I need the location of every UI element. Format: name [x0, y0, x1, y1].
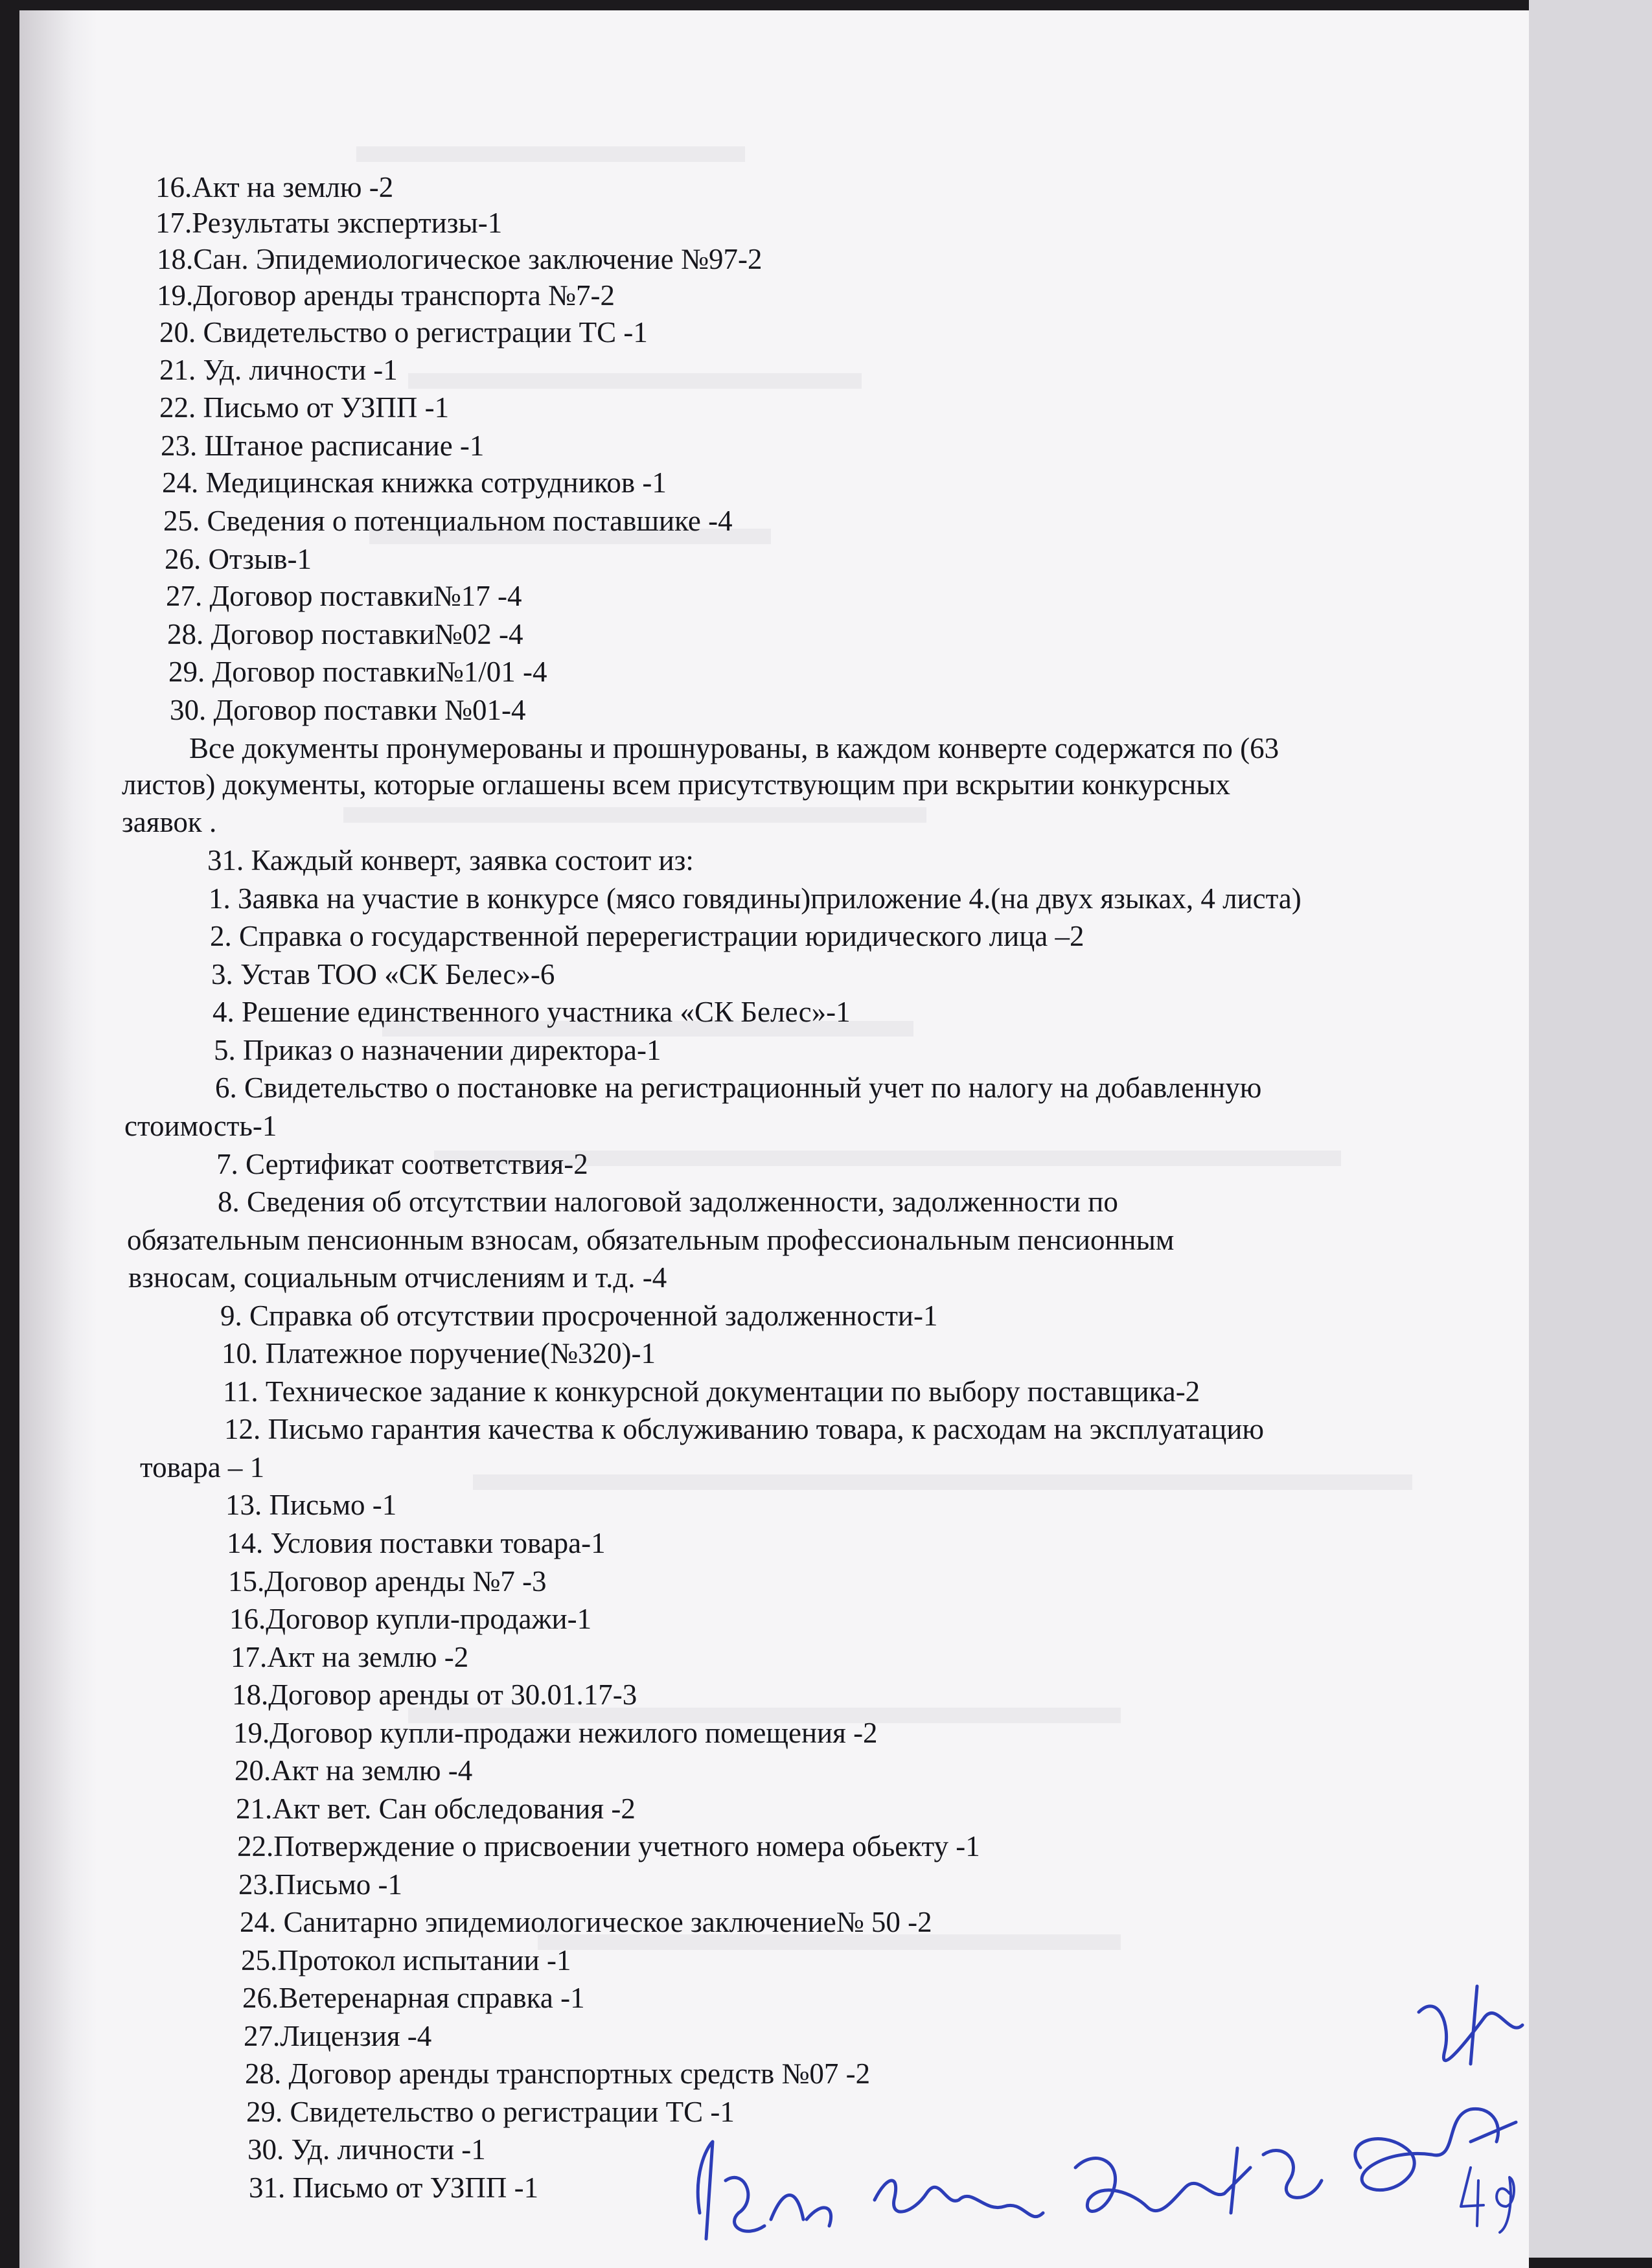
- paragraph-line: листов) документы, которые оглашены всем присутствующим при вскрытии конкурсных: [122, 768, 1230, 801]
- list-item: 16.Акт на землю -2: [155, 171, 394, 203]
- list-item: 25.Протокол испытании -1: [241, 1944, 571, 1976]
- list-item: 30. Договор поставки №01-4: [170, 694, 526, 726]
- list-item: стоимость-1: [124, 1110, 277, 1142]
- list-item: 22. Письмо от УЗПП -1: [159, 391, 450, 424]
- list-item: 16.Договор купли-продажи-1: [229, 1603, 592, 1635]
- list-item: 15.Договор аренды №7 -3: [228, 1565, 547, 1598]
- list-item: 8. Сведения об отсутствии налоговой задолженности, задолженности по: [218, 1186, 1118, 1218]
- page-number-handwritten: [1461, 2168, 1514, 2232]
- list-item: 27. Договор поставки№17 -4: [166, 580, 522, 612]
- signature-2: [875, 2181, 1043, 2217]
- signatures: [19, 10, 1529, 2268]
- list-item: 18.Сан. Эпидемиологическое заключение №97-2: [157, 243, 763, 275]
- list-item: 24. Санитарно эпидемиологическое заключение№ 50 -2: [240, 1906, 932, 1938]
- list-item: 30. Уд. личности -1: [247, 2133, 486, 2166]
- list-item: 9. Справка об отсутствии просроченной задолженности-1: [220, 1300, 938, 1332]
- list-item: взносам, социальным отчислениям и т.д. -4: [128, 1261, 667, 1294]
- paragraph-line: Все документы пронумерованы и прошнурованы, в каждом конверте содержатся по (63: [189, 732, 1279, 764]
- list-item: 18.Договор аренды от 30.01.17-3: [232, 1678, 637, 1711]
- list-item: товара – 1: [140, 1451, 265, 1483]
- list-item: 17.Акт на землю -2: [231, 1641, 469, 1673]
- document-page: [19, 10, 1529, 2268]
- list-item: 1. Заявка на участие в конкурсе (мясо говядины)приложение 4.(на двух языках, 4 листа): [209, 882, 1302, 915]
- list-item: 6. Свидетельство о постановке на регистрационный учет по налогу на добавленную: [215, 1071, 1262, 1104]
- list-item: 20. Свидетельство о регистрации ТС -1: [159, 316, 648, 349]
- list-item: 4. Решение единственного участника «СК Белес»-1: [212, 996, 851, 1028]
- signature-4: [1355, 1986, 1522, 2190]
- list-item: 13. Письмо -1: [225, 1489, 397, 1521]
- list-item: 2. Справка о государственной перерегистрации юридического лица –2: [210, 920, 1084, 952]
- list-item: 19.Договор купли-продажи нежилого помещения -2: [233, 1717, 878, 1749]
- list-item: 21.Акт вет. Сан обследования -2: [236, 1793, 636, 1825]
- list-item: 5. Приказ о назначении директора-1: [214, 1034, 661, 1066]
- list-item: 22.Потверждение о присвоении учетного номера обьекту -1: [237, 1830, 980, 1862]
- signature-3: [1075, 2148, 1322, 2213]
- scanner-edge: [1529, 0, 1652, 2258]
- list-item: 23. Штаное расписание -1: [161, 430, 485, 462]
- signature-1: [698, 2142, 831, 2239]
- list-item: 24. Медицинская книжка сотрудников -1: [162, 466, 667, 499]
- list-item: 19.Договор аренды транспорта №7-2: [157, 279, 615, 312]
- list-item: 10. Платежное поручение(№320)-1: [222, 1337, 656, 1369]
- list-item: 20.Акт на землю -4: [235, 1754, 473, 1787]
- list-item: 21. Уд. личности -1: [159, 354, 398, 386]
- list-item: 27.Лицензия -4: [244, 2020, 432, 2052]
- list-item: 28. Договор поставки№02 -4: [167, 618, 523, 650]
- list-item: 7. Сертификат соответствия-2: [216, 1148, 588, 1180]
- paragraph-line: заявок .: [122, 806, 217, 838]
- list-item: 29. Свидетельство о регистрации ТС -1: [246, 2096, 735, 2128]
- list-item: обязательным пенсионным взносам, обязательным профессиональным пенсионным: [127, 1224, 1175, 1256]
- list-item: 14. Условия поставки товара-1: [227, 1527, 606, 1559]
- list-item: 29. Договор поставки№1/01 -4: [168, 656, 547, 688]
- list-item: 31. Каждый конверт, заявка состоит из:: [207, 844, 694, 876]
- list-item: 26. Отзыв-1: [165, 543, 312, 575]
- list-item: 12. Письмо гарантия качества к обслуживанию товара, к расходам на эксплуатацию: [224, 1413, 1265, 1445]
- list-item: 25. Сведения о потенциальном поставшике -4: [163, 505, 733, 537]
- list-item: 17.Результаты экспертизы-1: [155, 207, 503, 239]
- list-item: 3. Устав ТОО «СК Белес»-6: [211, 958, 555, 991]
- list-item: 31. Письмо от УЗПП -1: [249, 2171, 539, 2204]
- list-item: 11. Техническое задание к конкурсной документации по выбору поставщика-2: [223, 1375, 1200, 1408]
- list-item: 26.Ветеренарная справка -1: [242, 1982, 585, 2014]
- list-item: 23.Письмо -1: [238, 1868, 403, 1901]
- list-item: 28. Договор аренды транспортных средств №07 -2: [245, 2057, 871, 2090]
